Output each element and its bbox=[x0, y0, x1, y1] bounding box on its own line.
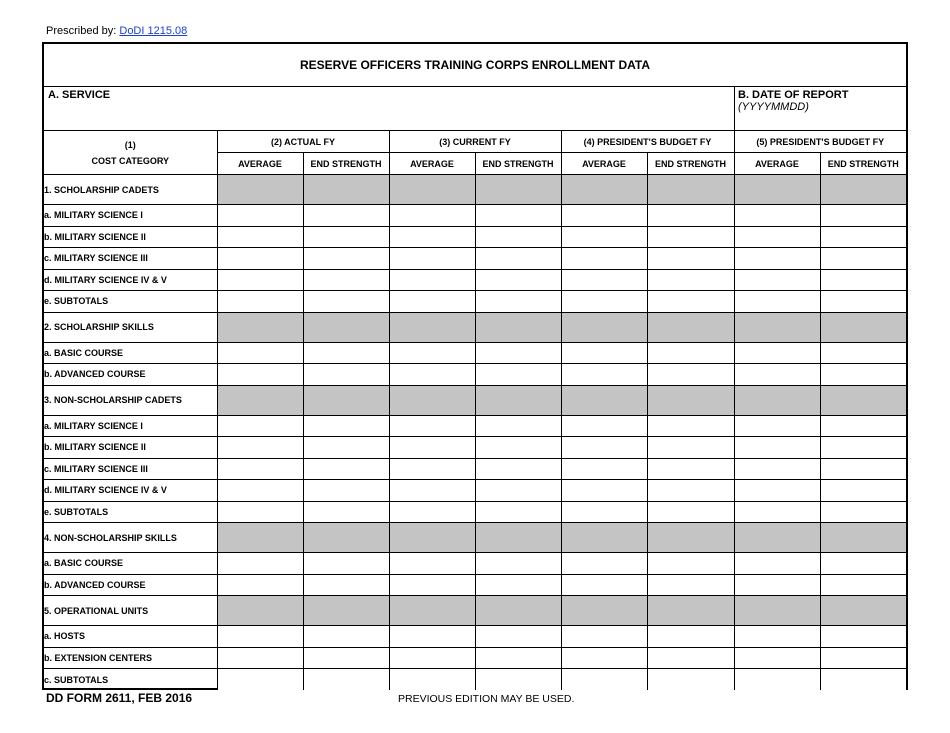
title-divider bbox=[44, 86, 906, 87]
shaded-cell bbox=[647, 312, 734, 342]
shaded-cell bbox=[820, 385, 906, 415]
end-strength-input-cell[interactable] bbox=[303, 269, 389, 291]
end-strength-input-cell[interactable] bbox=[647, 248, 734, 270]
average-input-cell[interactable] bbox=[217, 501, 303, 523]
end-strength-input-cell[interactable] bbox=[647, 553, 734, 575]
shaded-cell bbox=[475, 385, 561, 415]
shaded-cell bbox=[647, 596, 734, 626]
prescribed-label: Prescribed by: bbox=[46, 25, 117, 37]
average-input-cell[interactable] bbox=[561, 480, 647, 502]
shaded-cell bbox=[820, 175, 906, 205]
average-input-cell[interactable] bbox=[734, 553, 820, 575]
enrollment-form bbox=[42, 42, 908, 690]
shaded-cell bbox=[734, 385, 820, 415]
end-strength-input-cell[interactable] bbox=[647, 574, 734, 596]
table-row bbox=[44, 291, 906, 313]
end-strength-input-cell[interactable] bbox=[303, 437, 389, 459]
average-input-cell[interactable] bbox=[217, 269, 303, 291]
end-strength-input-cell[interactable] bbox=[820, 248, 906, 270]
shaded-cell bbox=[734, 312, 820, 342]
end-strength-input-cell[interactable] bbox=[303, 248, 389, 270]
average-input-cell[interactable] bbox=[561, 501, 647, 523]
end-strength-input-cell[interactable] bbox=[475, 291, 561, 313]
end-strength-input-cell[interactable] bbox=[820, 269, 906, 291]
average-input-cell[interactable] bbox=[561, 574, 647, 596]
shaded-cell bbox=[389, 312, 475, 342]
average-input-cell[interactable] bbox=[734, 480, 820, 502]
table-row bbox=[44, 501, 906, 523]
average-input-cell[interactable] bbox=[561, 415, 647, 437]
average-input-cell[interactable] bbox=[561, 553, 647, 575]
shaded-cell bbox=[303, 523, 389, 553]
end-strength-input-cell[interactable] bbox=[820, 626, 906, 648]
average-input-cell[interactable] bbox=[389, 226, 475, 248]
end-strength-input-cell[interactable] bbox=[475, 226, 561, 248]
end-strength-input-cell[interactable] bbox=[303, 626, 389, 648]
average-input-cell[interactable] bbox=[217, 226, 303, 248]
row-label: d. MILITARY SCIENCE IV & V bbox=[44, 480, 217, 502]
group-header-presidents-budget-5: (5) PRESIDENT'S BUDGET FY bbox=[734, 131, 906, 153]
average-input-cell[interactable] bbox=[561, 647, 647, 669]
average-input-cell[interactable] bbox=[561, 205, 647, 227]
end-strength-input-cell[interactable] bbox=[475, 574, 561, 596]
shaded-cell bbox=[820, 312, 906, 342]
average-input-cell[interactable] bbox=[734, 437, 820, 459]
end-strength-input-cell[interactable] bbox=[475, 342, 561, 364]
row-label: c. MILITARY SCIENCE III bbox=[44, 248, 217, 270]
end-strength-input-cell[interactable] bbox=[647, 437, 734, 459]
shaded-cell bbox=[561, 523, 647, 553]
shaded-cell bbox=[303, 312, 389, 342]
row-label: a. BASIC COURSE bbox=[44, 342, 217, 364]
shaded-cell bbox=[303, 175, 389, 205]
row-label: b. ADVANCED COURSE bbox=[44, 574, 217, 596]
end-strength-input-cell[interactable] bbox=[475, 269, 561, 291]
date-format-hint: (YYYYMMDD) bbox=[738, 101, 809, 113]
section-row bbox=[44, 523, 906, 553]
service-label: A. SERVICE bbox=[48, 89, 111, 101]
average-input-cell[interactable] bbox=[561, 669, 647, 691]
end-strength-input-cell[interactable] bbox=[820, 342, 906, 364]
shaded-cell bbox=[475, 596, 561, 626]
average-input-cell[interactable] bbox=[389, 437, 475, 459]
end-strength-input-cell[interactable] bbox=[820, 415, 906, 437]
section-label: 4. NON-SCHOLARSHIP SKILLS bbox=[44, 523, 217, 553]
section-label: 1. SCHOLARSHIP CADETS bbox=[44, 175, 217, 205]
shaded-cell bbox=[561, 596, 647, 626]
shaded-cell bbox=[561, 312, 647, 342]
end-strength-input-cell[interactable] bbox=[820, 205, 906, 227]
average-input-cell[interactable] bbox=[734, 415, 820, 437]
table-row bbox=[44, 437, 906, 459]
table-row bbox=[44, 415, 906, 437]
cost-category-label: COST CATEGORY bbox=[91, 155, 169, 166]
average-input-cell[interactable] bbox=[217, 553, 303, 575]
section-row bbox=[44, 312, 906, 342]
table-row bbox=[44, 364, 906, 386]
table-row bbox=[44, 458, 906, 480]
end-strength-input-cell[interactable] bbox=[303, 574, 389, 596]
table-row bbox=[44, 205, 906, 227]
row-label: e. SUBTOTALS bbox=[44, 501, 217, 523]
end-strength-input-cell[interactable] bbox=[303, 342, 389, 364]
end-strength-input-cell[interactable] bbox=[647, 226, 734, 248]
average-input-cell[interactable] bbox=[217, 291, 303, 313]
group-header-actual-fy: (2) ACTUAL FY bbox=[217, 131, 389, 153]
shaded-cell bbox=[303, 596, 389, 626]
end-strength-input-cell[interactable] bbox=[820, 480, 906, 502]
end-strength-input-cell[interactable] bbox=[820, 553, 906, 575]
row-label: a. HOSTS bbox=[44, 626, 217, 648]
average-input-cell[interactable] bbox=[734, 669, 820, 691]
table-row bbox=[44, 248, 906, 270]
prescribed-link[interactable]: DoDI 1215.08 bbox=[119, 25, 188, 37]
end-strength-input-cell[interactable] bbox=[820, 669, 906, 691]
average-input-cell[interactable] bbox=[561, 437, 647, 459]
end-strength-input-cell[interactable] bbox=[647, 501, 734, 523]
end-strength-input-cell[interactable] bbox=[820, 437, 906, 459]
average-input-cell[interactable] bbox=[561, 626, 647, 648]
average-input-cell[interactable] bbox=[217, 415, 303, 437]
date-divider bbox=[734, 86, 735, 132]
average-input-cell[interactable] bbox=[561, 291, 647, 313]
average-input-cell[interactable] bbox=[217, 574, 303, 596]
edition-note: PREVIOUS EDITION MAY BE USED. bbox=[398, 693, 575, 705]
shaded-cell bbox=[734, 175, 820, 205]
average-input-cell[interactable] bbox=[734, 458, 820, 480]
end-strength-input-cell[interactable] bbox=[647, 458, 734, 480]
end-strength-input-cell[interactable] bbox=[303, 501, 389, 523]
end-strength-input-cell[interactable] bbox=[475, 647, 561, 669]
end-strength-input-cell[interactable] bbox=[475, 205, 561, 227]
shaded-cell bbox=[820, 596, 906, 626]
average-input-cell[interactable] bbox=[734, 364, 820, 386]
end-strength-input-cell[interactable] bbox=[303, 553, 389, 575]
average-input-cell[interactable] bbox=[389, 291, 475, 313]
end-strength-input-cell[interactable] bbox=[303, 669, 389, 691]
end-strength-input-cell[interactable] bbox=[647, 647, 734, 669]
shaded-cell bbox=[647, 385, 734, 415]
row-label: d. MILITARY SCIENCE IV & V bbox=[44, 269, 217, 291]
average-input-cell[interactable] bbox=[734, 269, 820, 291]
end-strength-input-cell[interactable] bbox=[647, 480, 734, 502]
table-row bbox=[44, 553, 906, 575]
group-header-current-fy: (3) CURRENT FY bbox=[389, 131, 561, 153]
end-strength-input-cell[interactable] bbox=[647, 626, 734, 648]
section-row bbox=[44, 175, 906, 205]
shaded-cell bbox=[217, 596, 303, 626]
cost-category-number: (1) bbox=[124, 139, 136, 150]
shaded-cell bbox=[734, 596, 820, 626]
end-strength-input-cell[interactable] bbox=[820, 574, 906, 596]
end-strength-input-cell[interactable] bbox=[303, 480, 389, 502]
table-row bbox=[44, 574, 906, 596]
average-input-cell[interactable] bbox=[734, 226, 820, 248]
end-strength-input-cell[interactable] bbox=[820, 501, 906, 523]
column-group-header-row bbox=[44, 131, 906, 153]
end-strength-input-cell[interactable] bbox=[475, 669, 561, 691]
cost-category-header bbox=[44, 131, 217, 175]
subheader-average: AVERAGE bbox=[561, 153, 647, 175]
average-input-cell[interactable] bbox=[561, 226, 647, 248]
end-strength-input-cell[interactable] bbox=[303, 226, 389, 248]
average-input-cell[interactable] bbox=[734, 248, 820, 270]
subheader-end-strength: END STRENGTH bbox=[475, 153, 561, 175]
shaded-cell bbox=[389, 596, 475, 626]
average-input-cell[interactable] bbox=[389, 342, 475, 364]
section-label: 5. OPERATIONAL UNITS bbox=[44, 596, 217, 626]
end-strength-input-cell[interactable] bbox=[303, 647, 389, 669]
end-strength-input-cell[interactable] bbox=[647, 342, 734, 364]
row-label: a. MILITARY SCIENCE I bbox=[44, 415, 217, 437]
end-strength-input-cell[interactable] bbox=[820, 364, 906, 386]
average-input-cell[interactable] bbox=[734, 342, 820, 364]
end-strength-input-cell[interactable] bbox=[820, 458, 906, 480]
average-input-cell[interactable] bbox=[734, 647, 820, 669]
shaded-cell bbox=[217, 385, 303, 415]
shaded-cell bbox=[475, 175, 561, 205]
average-input-cell[interactable] bbox=[389, 647, 475, 669]
average-input-cell[interactable] bbox=[217, 342, 303, 364]
average-input-cell[interactable] bbox=[389, 574, 475, 596]
average-input-cell[interactable] bbox=[734, 291, 820, 313]
average-input-cell[interactable] bbox=[389, 269, 475, 291]
end-strength-input-cell[interactable] bbox=[475, 437, 561, 459]
end-strength-input-cell[interactable] bbox=[303, 291, 389, 313]
average-input-cell[interactable] bbox=[561, 248, 647, 270]
average-input-cell[interactable] bbox=[389, 415, 475, 437]
average-input-cell[interactable] bbox=[217, 626, 303, 648]
average-input-cell[interactable] bbox=[734, 626, 820, 648]
shaded-cell bbox=[647, 523, 734, 553]
average-input-cell[interactable] bbox=[217, 480, 303, 502]
row-label: b. MILITARY SCIENCE II bbox=[44, 226, 217, 248]
shaded-cell bbox=[217, 175, 303, 205]
row-label: e. SUBTOTALS bbox=[44, 291, 217, 313]
row-label: c. SUBTOTALS bbox=[44, 669, 217, 691]
end-strength-input-cell[interactable] bbox=[475, 415, 561, 437]
end-strength-input-cell[interactable] bbox=[475, 626, 561, 648]
subheader-average: AVERAGE bbox=[734, 153, 820, 175]
average-input-cell[interactable] bbox=[389, 205, 475, 227]
average-input-cell[interactable] bbox=[389, 480, 475, 502]
average-input-cell[interactable] bbox=[217, 647, 303, 669]
end-strength-input-cell[interactable] bbox=[820, 226, 906, 248]
shaded-cell bbox=[647, 175, 734, 205]
shaded-cell bbox=[561, 385, 647, 415]
subheader-end-strength: END STRENGTH bbox=[647, 153, 734, 175]
shaded-cell bbox=[389, 385, 475, 415]
shaded-cell bbox=[475, 312, 561, 342]
shaded-cell bbox=[561, 175, 647, 205]
form-title: RESERVE OFFICERS TRAINING CORPS ENROLLMENT DATA bbox=[299, 58, 650, 72]
average-input-cell[interactable] bbox=[389, 553, 475, 575]
end-strength-input-cell[interactable] bbox=[647, 291, 734, 313]
end-strength-input-cell[interactable] bbox=[647, 364, 734, 386]
average-input-cell[interactable] bbox=[389, 364, 475, 386]
end-strength-input-cell[interactable] bbox=[303, 458, 389, 480]
end-strength-input-cell[interactable] bbox=[647, 205, 734, 227]
end-strength-input-cell[interactable] bbox=[475, 553, 561, 575]
end-strength-input-cell[interactable] bbox=[475, 248, 561, 270]
service-field[interactable] bbox=[48, 89, 110, 101]
shaded-cell bbox=[217, 523, 303, 553]
end-strength-input-cell[interactable] bbox=[647, 669, 734, 691]
section-row bbox=[44, 596, 906, 626]
section-label: 3. NON-SCHOLARSHIP CADETS bbox=[44, 385, 217, 415]
end-strength-input-cell[interactable] bbox=[303, 364, 389, 386]
table-row bbox=[44, 269, 906, 291]
end-strength-input-cell[interactable] bbox=[475, 480, 561, 502]
average-input-cell[interactable] bbox=[389, 458, 475, 480]
shaded-cell bbox=[389, 523, 475, 553]
row-label: b. EXTENSION CENTERS bbox=[44, 647, 217, 669]
end-strength-input-cell[interactable] bbox=[647, 415, 734, 437]
row-label: b. MILITARY SCIENCE II bbox=[44, 437, 217, 459]
subheader-end-strength: END STRENGTH bbox=[820, 153, 906, 175]
end-strength-input-cell[interactable] bbox=[475, 501, 561, 523]
row-label: c. MILITARY SCIENCE III bbox=[44, 458, 217, 480]
average-input-cell[interactable] bbox=[389, 501, 475, 523]
table-row bbox=[44, 342, 906, 364]
date-of-report-label: B. DATE OF REPORT bbox=[738, 89, 849, 101]
row-label: b. ADVANCED COURSE bbox=[44, 364, 217, 386]
shaded-cell bbox=[820, 523, 906, 553]
section-row bbox=[44, 385, 906, 415]
average-input-cell[interactable] bbox=[561, 364, 647, 386]
average-input-cell[interactable] bbox=[561, 342, 647, 364]
form-number: DD FORM 2611, FEB 2016 bbox=[46, 691, 193, 705]
average-input-cell[interactable] bbox=[217, 205, 303, 227]
subheader-end-strength: END STRENGTH bbox=[303, 153, 389, 175]
end-strength-input-cell[interactable] bbox=[647, 269, 734, 291]
end-strength-input-cell[interactable] bbox=[820, 291, 906, 313]
shaded-cell bbox=[303, 385, 389, 415]
shaded-cell bbox=[217, 312, 303, 342]
average-input-cell[interactable] bbox=[389, 626, 475, 648]
table-row bbox=[44, 669, 906, 691]
average-input-cell[interactable] bbox=[734, 574, 820, 596]
table-row bbox=[44, 647, 906, 669]
table-row bbox=[44, 226, 906, 248]
average-input-cell[interactable] bbox=[561, 458, 647, 480]
average-input-cell[interactable] bbox=[217, 458, 303, 480]
shaded-cell bbox=[475, 523, 561, 553]
end-strength-input-cell[interactable] bbox=[820, 647, 906, 669]
shaded-cell bbox=[389, 175, 475, 205]
average-input-cell[interactable] bbox=[217, 437, 303, 459]
end-strength-input-cell[interactable] bbox=[303, 415, 389, 437]
average-input-cell[interactable] bbox=[734, 501, 820, 523]
end-strength-input-cell[interactable] bbox=[475, 458, 561, 480]
average-input-cell[interactable] bbox=[217, 364, 303, 386]
subheader-average: AVERAGE bbox=[389, 153, 475, 175]
average-input-cell[interactable] bbox=[734, 205, 820, 227]
section-label: 2. SCHOLARSHIP SKILLS bbox=[44, 312, 217, 342]
subheader-average: AVERAGE bbox=[217, 153, 303, 175]
average-input-cell[interactable] bbox=[389, 248, 475, 270]
table-row bbox=[44, 626, 906, 648]
end-strength-input-cell[interactable] bbox=[303, 205, 389, 227]
end-strength-input-cell[interactable] bbox=[475, 364, 561, 386]
shaded-cell bbox=[734, 523, 820, 553]
average-input-cell[interactable] bbox=[389, 669, 475, 691]
average-input-cell[interactable] bbox=[217, 248, 303, 270]
average-input-cell[interactable] bbox=[217, 669, 303, 691]
row-label: a. MILITARY SCIENCE I bbox=[44, 205, 217, 227]
table-row bbox=[44, 480, 906, 502]
group-header-presidents-budget-4: (4) PRESIDENT'S BUDGET FY bbox=[561, 131, 734, 153]
row-label: a. BASIC COURSE bbox=[44, 553, 217, 575]
date-of-report-field[interactable] bbox=[738, 89, 906, 113]
average-input-cell[interactable] bbox=[561, 269, 647, 291]
enrollment-table bbox=[44, 130, 906, 690]
prescribed-by bbox=[46, 25, 187, 37]
